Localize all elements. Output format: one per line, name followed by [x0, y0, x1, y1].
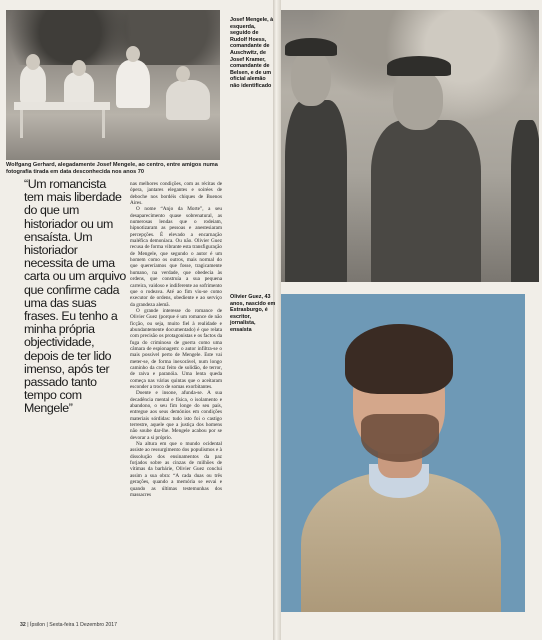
- person: [116, 60, 150, 108]
- body-paragraph: O nome “Anjo da Morte”, a seu desaparecimento quase sobrenatural, as numerosas lendas que o rodeiam, hipnotizaram as pessoas e anestesiaram percepções. É elevado a encarnação maléfica demoníaca. Ou não. Olivier Guez recusa de forma vibrante esta transfiguração de Mengele, que segundo o autor é um homem como os outros, mais normal do que quereríamos que fosse, tragicamente humano, na verdade, que obedecia às ordens, que construía a sua pequena carreira, vaidoso e indiferente ao sofrimento que o rodeava. Até ao fim viu-se como executor de ordens, obediente e ao serviço da grandeza alemã.: [130, 206, 222, 308]
- person: [166, 80, 210, 120]
- beard: [361, 414, 439, 462]
- hair: [345, 324, 453, 394]
- page-footer: 32 | Ípsilon | Sexta-feira 1 Dezembro 2017: [20, 622, 118, 628]
- photo-mengele-friends: [6, 10, 220, 160]
- person-head: [72, 60, 86, 76]
- body-paragraph: Doente e insone, afunda-se. A sua decadência mental e física, o isolamento e abandono, o seu fim longe do seu país, entregue aos seus demónios em condições materiais sórdidas: tudo isto foi o castigo terrestre, aquele que a justiça dos homens não soube dar-lhe. Mengele acabou por se devorar a si próprio.: [130, 390, 222, 441]
- body-paragraph: Na altura em que o mundo ocidental assiste ao ressurgimento dos populismos e à dissolução dos ensinamentos da paz forjados sobre as cinzas de milhões de vítimas da barbárie, Olivier Guez conclui assim a sua obra: “A cada duas ou três gerações, quando a memória se esvai e quando as últimas testemunhas dos massacres: [130, 441, 222, 498]
- article-body: [130, 181, 222, 498]
- officer-cap: [285, 38, 337, 56]
- photo-officers: [281, 10, 539, 282]
- table-leg: [102, 110, 105, 138]
- person: [20, 65, 46, 103]
- officer-head: [393, 70, 443, 130]
- officer-uniform: [371, 120, 481, 282]
- officer-uniform: [511, 120, 539, 282]
- section-name: Ípsilon: [30, 622, 46, 628]
- caption-right-photo: Josef Mengele, à esquerda, seguido de Rudolf Hoess, comandante de Auschwitz, de Josef Kramer, comandante de Belsen, e de um oficial alemão não identificado: [230, 17, 274, 89]
- page-number: 32: [20, 622, 26, 628]
- person: [64, 72, 94, 104]
- person-head: [126, 46, 140, 62]
- caption-guez: Olivier Guez, 43 anos, nascido em Estrasburgo, é escritor, jornalista, ensaísta: [230, 294, 276, 333]
- officer-head: [291, 50, 331, 106]
- table: [14, 102, 110, 110]
- body-paragraph: nas melhores condições, com as récitas de ópera, jantares elegantes e soirées de deboche nos bordéis chiques de Buenos Aires.: [130, 181, 222, 207]
- caption-left-photo: Wolfgang Gerhard, alegadamente Josef Mengele, ao centro, entre amigos numa fotografia tirada em data desconhecida nos anos 70: [6, 162, 218, 175]
- issue-date: Sexta-feira 1 Dezembro 2017: [49, 622, 118, 628]
- officer-uniform: [285, 100, 347, 282]
- person-head: [176, 66, 190, 82]
- body-paragraph: O grande interesse do romance de Olivier Guez (porque é um romance de não ficção, ou seja, muito fiel à realidade e abundantemente documentado) é que relata com precisão os protagonistas e os factos da fuga do criminoso de guerra como uma câmara de espionagem: o autor infiltra-se o mais possível perto de Mengele. Este vai meter-se, de forma inexorável, num longo caminho da cruz feito de solidão, de terror, de raiva e paranóia. Uma lenta queda começa nas várias quintas que o aceitaram esconder a troco de somas exorbitantes.: [130, 307, 222, 390]
- officer-cap: [387, 56, 451, 76]
- photo-olivier-guez: [281, 294, 525, 612]
- table-leg: [20, 110, 23, 138]
- pull-quote: “Um romancista tem mais liberdade do que um historiador ou um ensaísta. Um historiador necessita de uma carta ou um arquivo que confirme cada uma das suas frases. Eu tenho a minha própria objectividade, depois de ter lido imenso, após ter passado tanto tempo com Mengele”: [24, 177, 126, 416]
- person-head: [26, 54, 40, 70]
